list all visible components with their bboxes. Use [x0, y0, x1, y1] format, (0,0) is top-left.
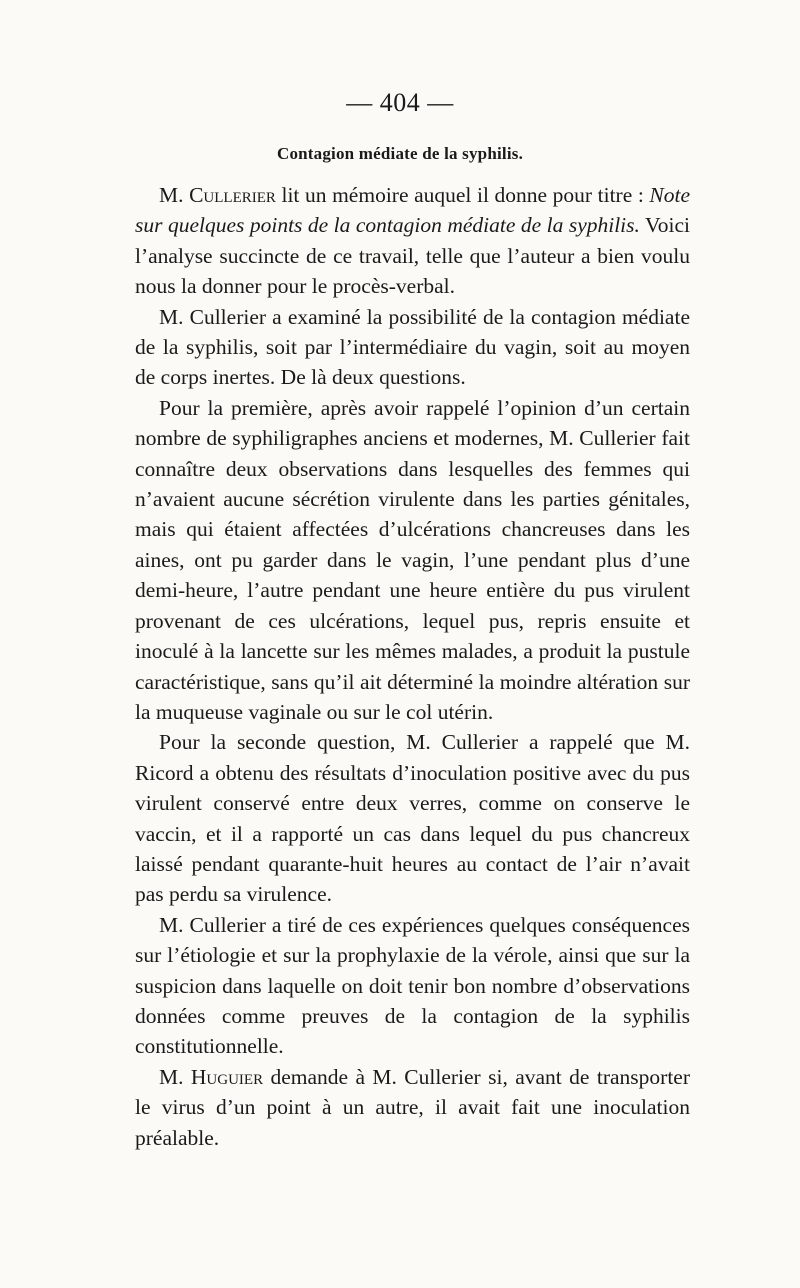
paragraph-1-text-a: lit un mémoire auquel il donne pour titre : [275, 183, 650, 207]
paragraph-1-lead: M. [159, 183, 190, 207]
speaker-name-huguier: Huguier [190, 1064, 264, 1089]
paragraph-3: Pour la première, après avoir rappelé l’opinion d’un certain nombre de syphiligraphes anciens et modernes, M. Cullerier fait connaître deux observations dans lesquelles des femmes qui n’avaient aucune sécrétion virulente dans les parties génitales, mais qui étaient affectées d’ulcérations chancreuses dans les aines, ont pu garder dans le vagin, l’une pendant plus d’une demi-heure, l’autre pendant une heure entière du pus virulent provenant de ces ulcérations, lequel pus, repris ensuite et inoculé à la lancette sur les mêmes malades, a produit la pustule caractéristique, sans qu’il ait déterminé la moindre altération sur la muqueuse vaginale ou sur le col utérin. [135, 395, 690, 724]
section-title: Contagion médiate de la syphilis. [276, 144, 524, 163]
memoir-title: Note sur quelques points de la contagion médiate de la syphilis. [135, 183, 690, 238]
paragraph-6-text: demande à M. Cullerier si, avant de transporter le virus d’un point à un autre, il avait fait une inoculation préalable. [135, 1064, 690, 1150]
speaker-name-cullerier: Cullerier [189, 183, 276, 207]
paragraph-1 [135, 180, 690, 302]
paragraph-2: M. Cullerier a examiné la possibilité de la contagion médiate de la syphilis, soit par l’intermédiaire du vagin, soit au moyen de corps inertes. De là deux questions. [135, 304, 690, 390]
page-number: — 404 — [346, 88, 454, 117]
body-text [135, 180, 690, 1153]
paragraph-4: Pour la seconde question, M. Cullerier a rappelé que M. Ricord a obtenu des résultats d’inoculation positive avec du pus virulent conservé entre deux verres, comme on conserve le vaccin, et il a rapporté un cas dans lequel du pus chancreux laissé pendant quarante-huit heures au contact de l’air n’avait pas perdu sa virulence. [135, 730, 690, 907]
paragraph-1-text-b: Voici l’analyse succincte de ce travail, telle que l’auteur a bien voulu nous la donner pour le procès-verbal. [135, 213, 690, 299]
paragraph-6-lead: M. [159, 1064, 191, 1089]
paragraph-6 [135, 1062, 690, 1153]
paragraph-5: M. Cullerier a tiré de ces expériences quelques conséquences sur l’étiologie et sur la prophylaxie de la vérole, ainsi que sur la suspicion dans laquelle on doit tenir bon nombre d’observations données comme preuves de la contagion de la syphilis constitutionnelle. [135, 912, 690, 1059]
